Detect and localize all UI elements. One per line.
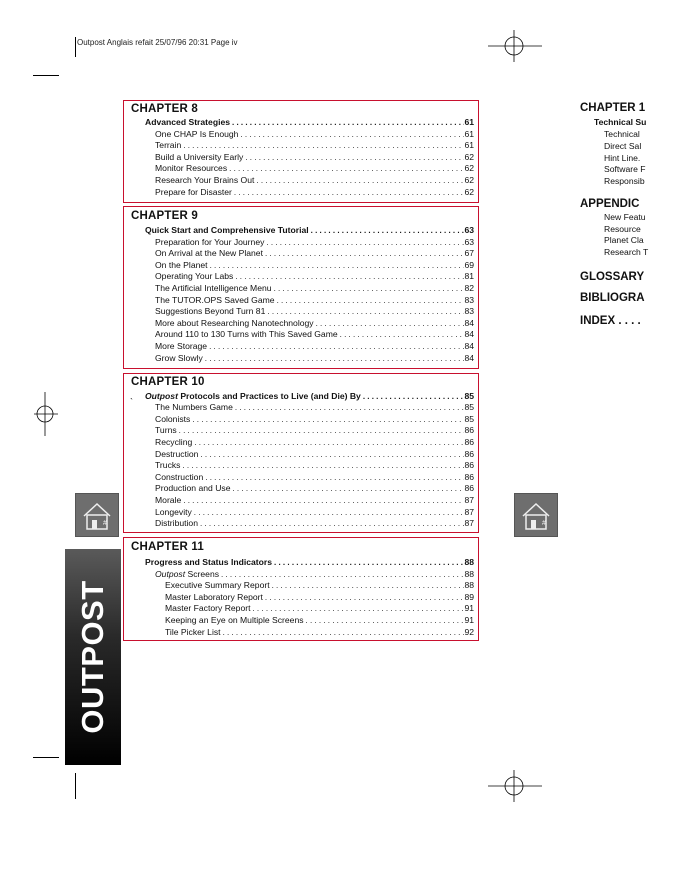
outpost-logo-bar (65, 549, 121, 765)
toc-entry[interactable]: On the Planet . . . 69 (155, 260, 474, 272)
toc-entry[interactable]: Progress and Status Indicators . . . 88 (145, 557, 474, 569)
toc-entry[interactable]: Quick Start and Comprehensive Tutorial . . . 63 (145, 225, 474, 237)
chapter-9-box (123, 206, 479, 369)
chapter-title: CHAPTER 11 (131, 541, 204, 553)
chapter-title: CHAPTER 10 (131, 376, 205, 388)
toc-entry[interactable]: Outpost Screens . . . 88 (155, 569, 474, 581)
toc-entry[interactable]: Build a University Early . . . 62 (155, 152, 474, 164)
toc-entry[interactable]: Construction . . . 86 (155, 472, 474, 484)
toc-entry[interactable]: Resource (604, 223, 641, 234)
toc-entry[interactable]: Planet Cla (604, 235, 644, 245)
toc-entry[interactable]: Operating Your Labs . . . 81 (155, 271, 474, 283)
registration-mark-left (34, 392, 58, 436)
registration-mark-top (488, 26, 542, 66)
bibliography-title[interactable]: BIBLIOGRA (580, 292, 645, 304)
toc-entry[interactable]: Master Laboratory Report . . . 89 (165, 592, 474, 604)
toc-entry[interactable]: Preparation for Your Journey . . . 63 (155, 237, 474, 249)
toc-entry[interactable]: Software F (604, 164, 646, 174)
toc-entry[interactable]: More about Researching Nanotechnology . . . 84 (155, 318, 474, 330)
crop-mark (33, 757, 59, 758)
chapter-title: CHAPTER 9 (131, 210, 198, 222)
print-slug: Outpost Anglais refait 25/07/96 20:31 Page iv (77, 38, 238, 47)
toc-entry[interactable]: Tile Picker List . . . 92 (165, 627, 474, 639)
home-icon[interactable] (75, 493, 119, 537)
index-title[interactable]: INDEX . . . . (580, 315, 641, 327)
crop-mark (75, 773, 76, 799)
toc-entry[interactable]: Suggestions Beyond Turn 81 . . . 83 (155, 306, 474, 318)
toc-entry[interactable]: One CHAP Is Enough . . . 61 (155, 129, 474, 141)
toc-entry[interactable]: Terrain . . . 61 (155, 140, 474, 152)
chapter-title: CHAPTER 1 (580, 102, 646, 114)
toc-entry[interactable]: On Arrival at the New Planet . . . 67 (155, 248, 474, 260)
toc-entry[interactable]: Destruction . . . 86 (155, 449, 474, 461)
toc-entry[interactable]: Hint Line. (604, 152, 641, 163)
toc-entry[interactable]: The Numbers Game . . . 85 (155, 402, 474, 414)
toc-entry[interactable]: Technical (604, 129, 640, 139)
toc-entry[interactable]: Advanced Strategies . . . 61 (145, 117, 474, 129)
toc-entry[interactable]: Colonists . . . 85 (155, 414, 474, 426)
glossary-title[interactable]: GLOSSARY (580, 271, 645, 283)
chapter-title: CHAPTER 8 (131, 103, 198, 115)
toc-entry[interactable]: Direct Sal (604, 141, 642, 151)
appendices-title: APPENDIC (580, 198, 640, 210)
chapter-8-box (123, 100, 479, 203)
toc-entry[interactable]: Technical Su (594, 117, 647, 127)
toc-entry[interactable]: Around 110 to 130 Turns with This Saved Game . . . 84 (155, 329, 474, 341)
toc-entry[interactable]: Turns . . . 86 (155, 425, 474, 437)
crop-mark (75, 37, 76, 57)
toc-entry[interactable]: Executive Summary Report . . . 88 (165, 580, 474, 592)
chapter-10-box (123, 373, 479, 533)
house-glyph-icon (515, 494, 557, 536)
toc-entry[interactable]: Keeping an Eye on Multiple Screens . . . 91 (165, 615, 474, 627)
outpost-logo: OUTPOST (75, 580, 110, 734)
crop-mark (33, 75, 59, 76)
right-column-preview (580, 100, 680, 340)
toc-entry[interactable]: Responsib (604, 175, 645, 186)
house-glyph-icon (76, 494, 118, 536)
toc-entry[interactable]: Research Your Brains Out . . . 62 (155, 175, 474, 187)
toc-entry[interactable]: Trucks . . . 86 (155, 460, 474, 472)
chapter-11-box (123, 537, 479, 641)
toc-entry[interactable]: New Featu (604, 212, 646, 222)
home-icon-right[interactable] (514, 493, 558, 537)
toc-entry[interactable]: Monitor Resources . . . 62 (155, 163, 474, 175)
toc-entry[interactable]: Recycling . . . 86 (155, 437, 474, 449)
svg-text:#: # (103, 520, 107, 527)
toc-entry[interactable]: Outpost Protocols and Practices to Live (and Die) By . . . 85 (145, 391, 474, 403)
toc-entry[interactable]: Prepare for Disaster . . . 62 (155, 187, 474, 199)
toc-entry[interactable]: Master Factory Report . . . 91 (165, 603, 474, 615)
toc-entry[interactable]: Grow Slowly . . . 84 (155, 353, 474, 365)
toc-entry[interactable]: Longevity . . . 87 (155, 507, 474, 519)
toc-entry[interactable]: More Storage . . . 84 (155, 341, 474, 353)
toc-entry[interactable]: Morale . . . 87 (155, 495, 474, 507)
registration-mark-bottom (488, 768, 542, 808)
toc-entry[interactable]: The TUTOR.OPS Saved Game . . . 83 (155, 295, 474, 307)
toc-entry[interactable]: Production and Use . . . 86 (155, 483, 474, 495)
svg-text:#: # (542, 520, 546, 527)
toc-entry[interactable]: The Artificial Intelligence Menu . . . 82 (155, 283, 474, 295)
toc-entry[interactable]: Distribution . . . 87 (155, 518, 474, 530)
stray-mark: ` (130, 397, 133, 407)
toc-entry[interactable]: Research T (604, 246, 649, 257)
